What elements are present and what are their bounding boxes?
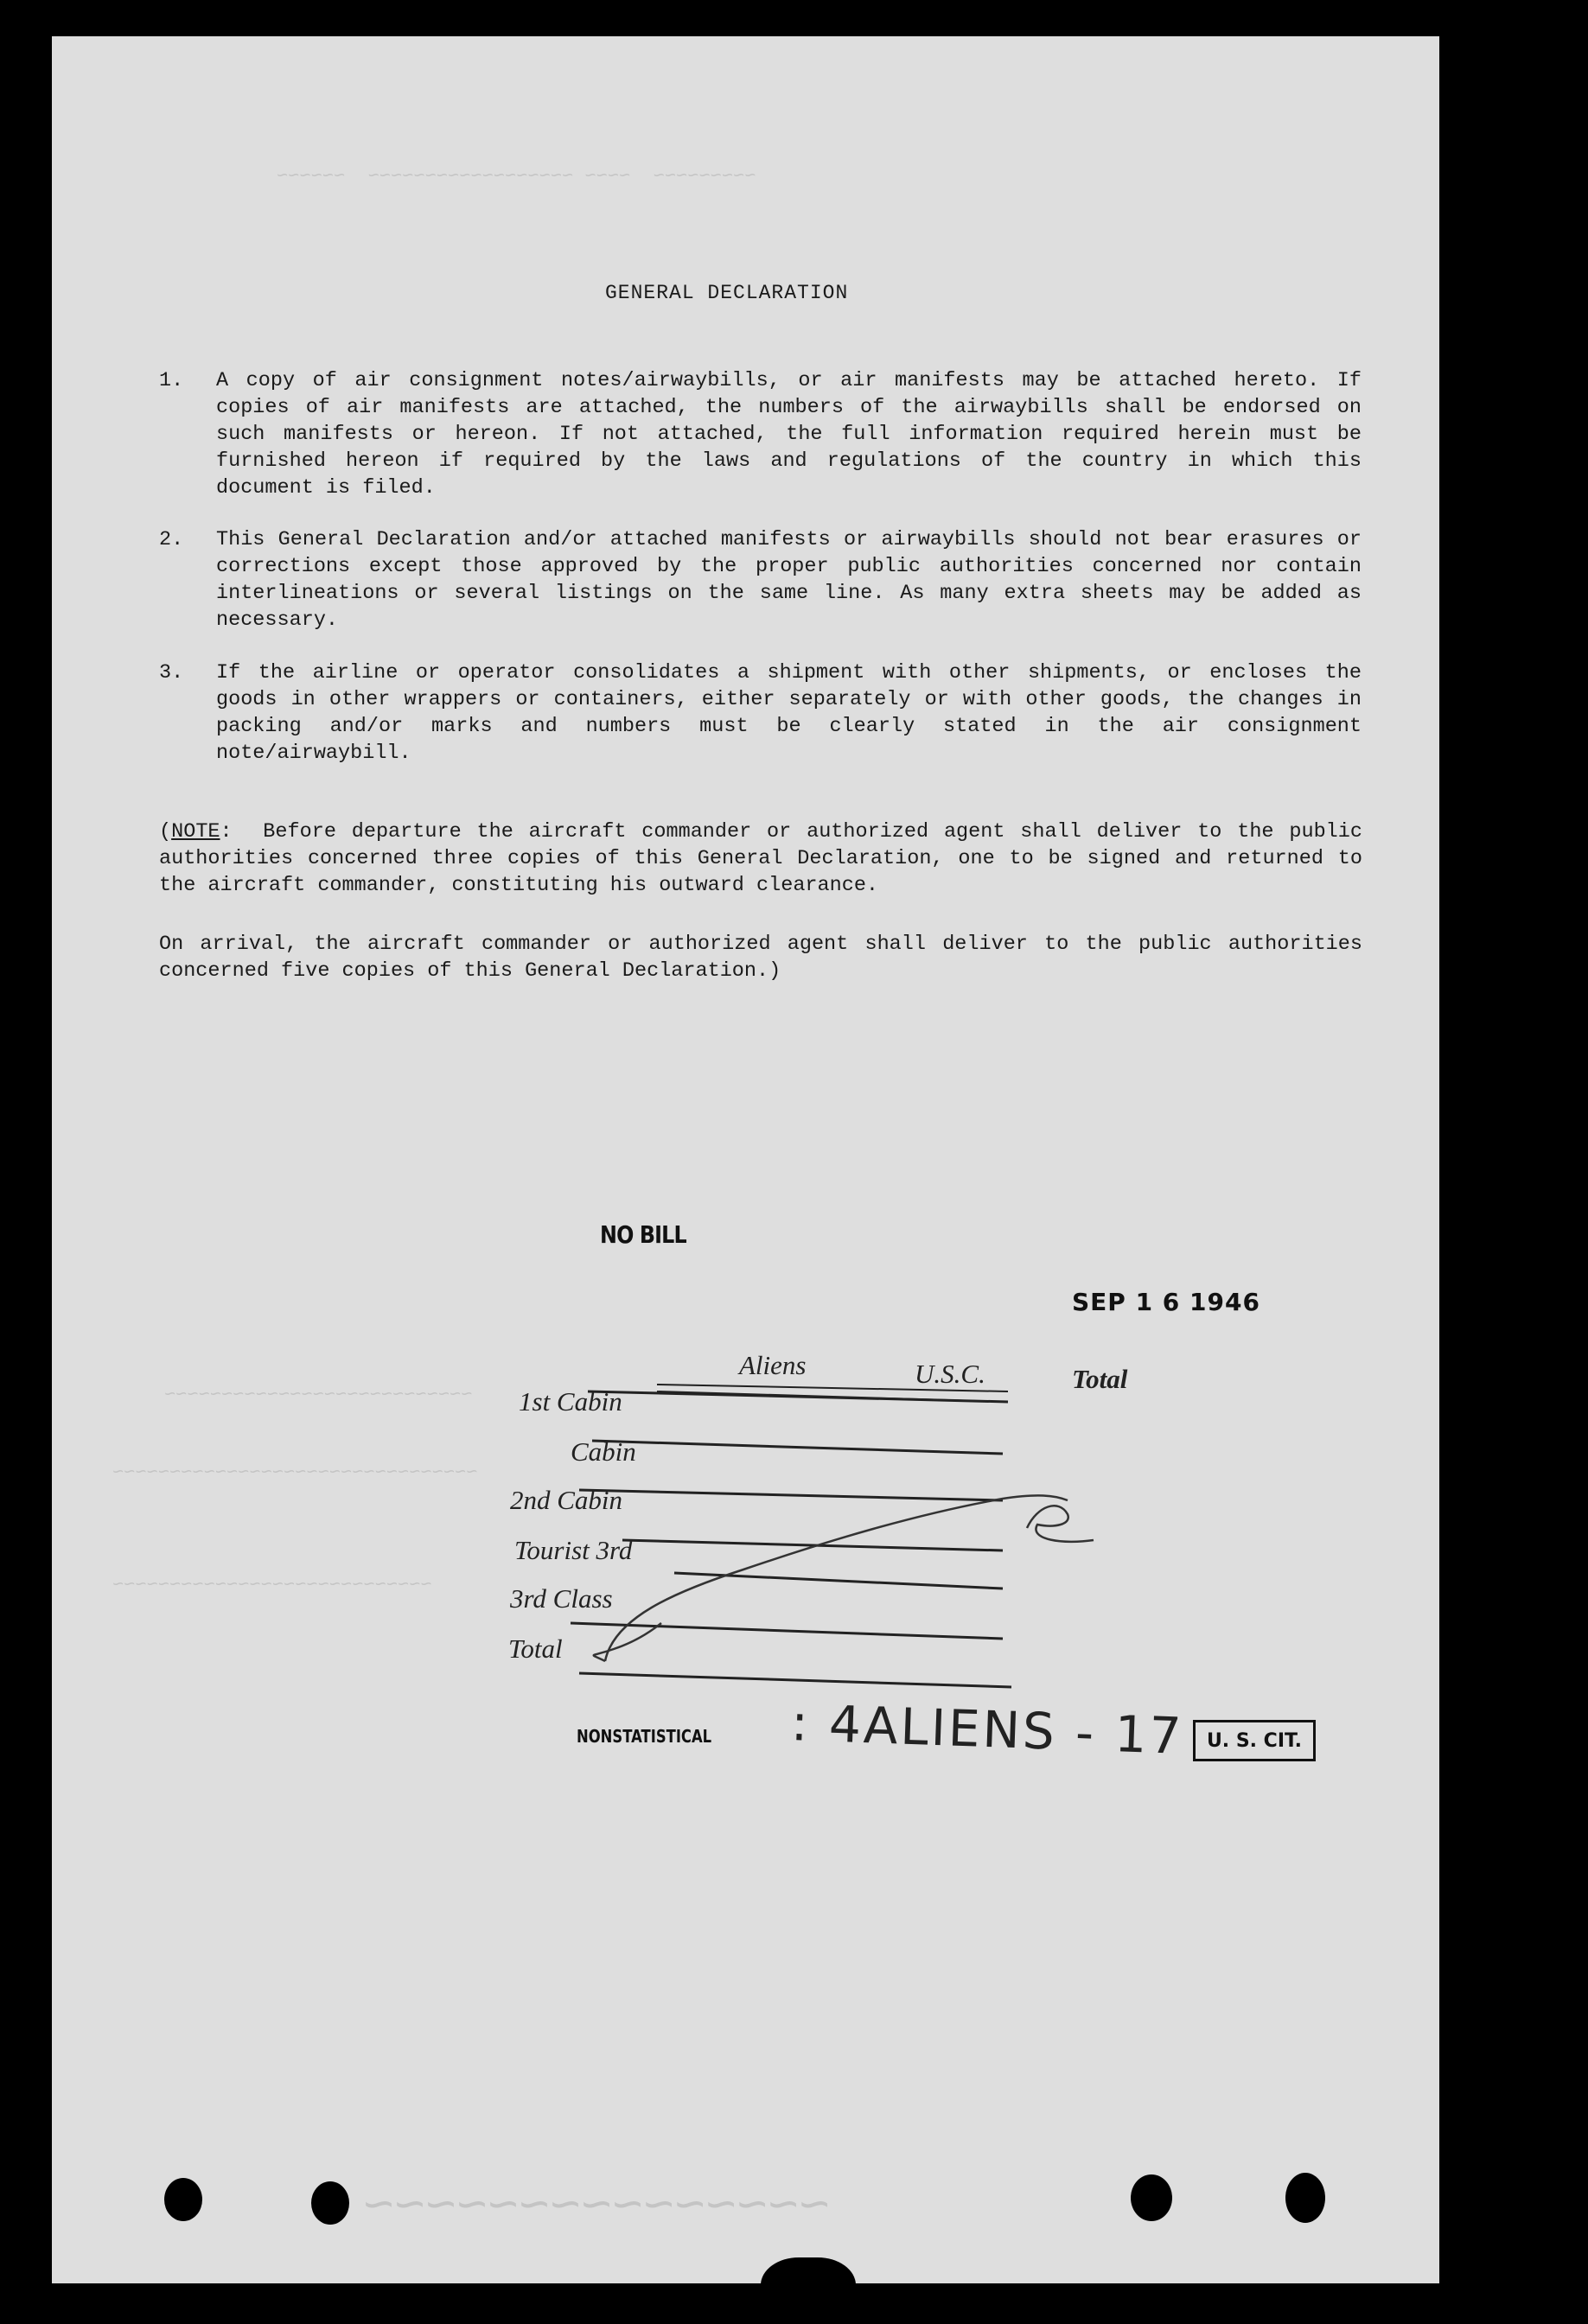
bleed-through-text: ~~~~~~~~~~~~~~~ bbox=[363, 2180, 831, 2238]
column-heading-aliens: Aliens bbox=[739, 1350, 807, 1380]
row-label-tourist-3rd: Tourist 3rd bbox=[514, 1535, 633, 1565]
tally-rule bbox=[622, 1540, 1003, 1550]
punch-hole bbox=[1285, 2173, 1325, 2223]
nonstatistical-stamp: NONSTATISTICAL bbox=[577, 1726, 712, 1747]
row-label-1st-cabin: 1st Cabin bbox=[519, 1386, 622, 1417]
item-number: 2. bbox=[159, 528, 184, 551]
tally-rule bbox=[579, 1490, 1003, 1500]
tally-rule bbox=[571, 1623, 1003, 1639]
row-label-3rd-class: 3rd Class bbox=[510, 1583, 613, 1614]
tally-rule bbox=[588, 1391, 1008, 1402]
note-label: NOTE bbox=[171, 820, 220, 844]
tally-rule bbox=[657, 1385, 1008, 1391]
row-label-2nd-cabin: 2nd Cabin bbox=[510, 1485, 623, 1515]
margin-handwritten-mark bbox=[1027, 1506, 1094, 1542]
punch-hole bbox=[1131, 2174, 1172, 2221]
no-bill-stamp: NO BILL bbox=[600, 1220, 686, 1249]
note-text: : Before departure the aircraft commander or authorized agent shall deliver to the public authorities concerned three copies of this General Declaration, one to be signed and returned to the aircraft commander, constituting his outward clearance. bbox=[159, 820, 1375, 897]
item-text: If the airline or operator consolidates a shipment with other shipments, or encloses the goods in other wrappers or containers, either separately or with other goods, the changes in packing and/or marks and numbers must be clearly stated in the air consignment note/airwaybill. bbox=[216, 661, 1362, 765]
strike-through-curve bbox=[605, 1495, 1068, 1661]
document-sheet bbox=[52, 36, 1439, 2283]
item-number: 3. bbox=[159, 661, 184, 684]
tally-rule bbox=[579, 1673, 1011, 1687]
item-text: This General Declaration and/or attached manifests or airwaybills should not bear erasures or corrections except those approved by the proper public authorities concerned nor contain interlineations or several listings on the same line. As many extra sheets may be added as necessary. bbox=[216, 528, 1362, 632]
row-label-cabin: Cabin bbox=[571, 1436, 636, 1467]
handwritten-annotation: : 4ALIENS - 17 bbox=[789, 1693, 1185, 1766]
item-number: 1. bbox=[159, 369, 184, 392]
date-stamp: SEP 1 6 1946 bbox=[1072, 1288, 1260, 1316]
punch-hole bbox=[311, 2181, 349, 2225]
note-prefix: ( bbox=[159, 820, 172, 844]
bleed-through-text: ~~~~~~~~~ ~~~~ ~~~~~~~~~~~~~~~~~~ ~~~~~~ bbox=[277, 166, 756, 188]
us-citizen-stamp: U. S. CIT. bbox=[1193, 1720, 1316, 1761]
column-heading-usc: U.S.C. bbox=[915, 1359, 985, 1389]
bleed-through-text: ~~~~~~~~~~~~~~~~~~~~~~~~~~~~ bbox=[112, 1575, 432, 1596]
item-text: A copy of air consignment notes/airwaybills, or air manifests may be attached hereto. If copies of air manifests are attached, the numbers of the airwaybills shall be endorsed on such manifests or hereon. If not attached, the full information required herein must be furnished hereon if required by the laws and regulations of the country in which this document is filed. bbox=[216, 369, 1362, 500]
bleed-through-text: ~~~~~~~~~~~~~~~~~~~~~~~~~~~ bbox=[164, 1385, 473, 1406]
tally-rule bbox=[592, 1441, 1003, 1454]
punch-hole bbox=[164, 2178, 202, 2221]
tally-lines bbox=[52, 36, 1439, 2283]
row-label-total: Total bbox=[508, 1633, 563, 1664]
document-title: GENERAL DECLARATION bbox=[605, 282, 849, 304]
column-heading-total: Total bbox=[1072, 1364, 1128, 1394]
arrival-paragraph: On arrival, the aircraft commander or authorized agent shall deliver to the public authorities concerned five copies of this General Declaration.) bbox=[159, 933, 1375, 983]
strike-through-curve bbox=[594, 1623, 661, 1661]
bleed-through-text: ~~~~~~~~~~~~~~~~~~~~~~~~~~~~~~~~ bbox=[112, 1462, 478, 1484]
